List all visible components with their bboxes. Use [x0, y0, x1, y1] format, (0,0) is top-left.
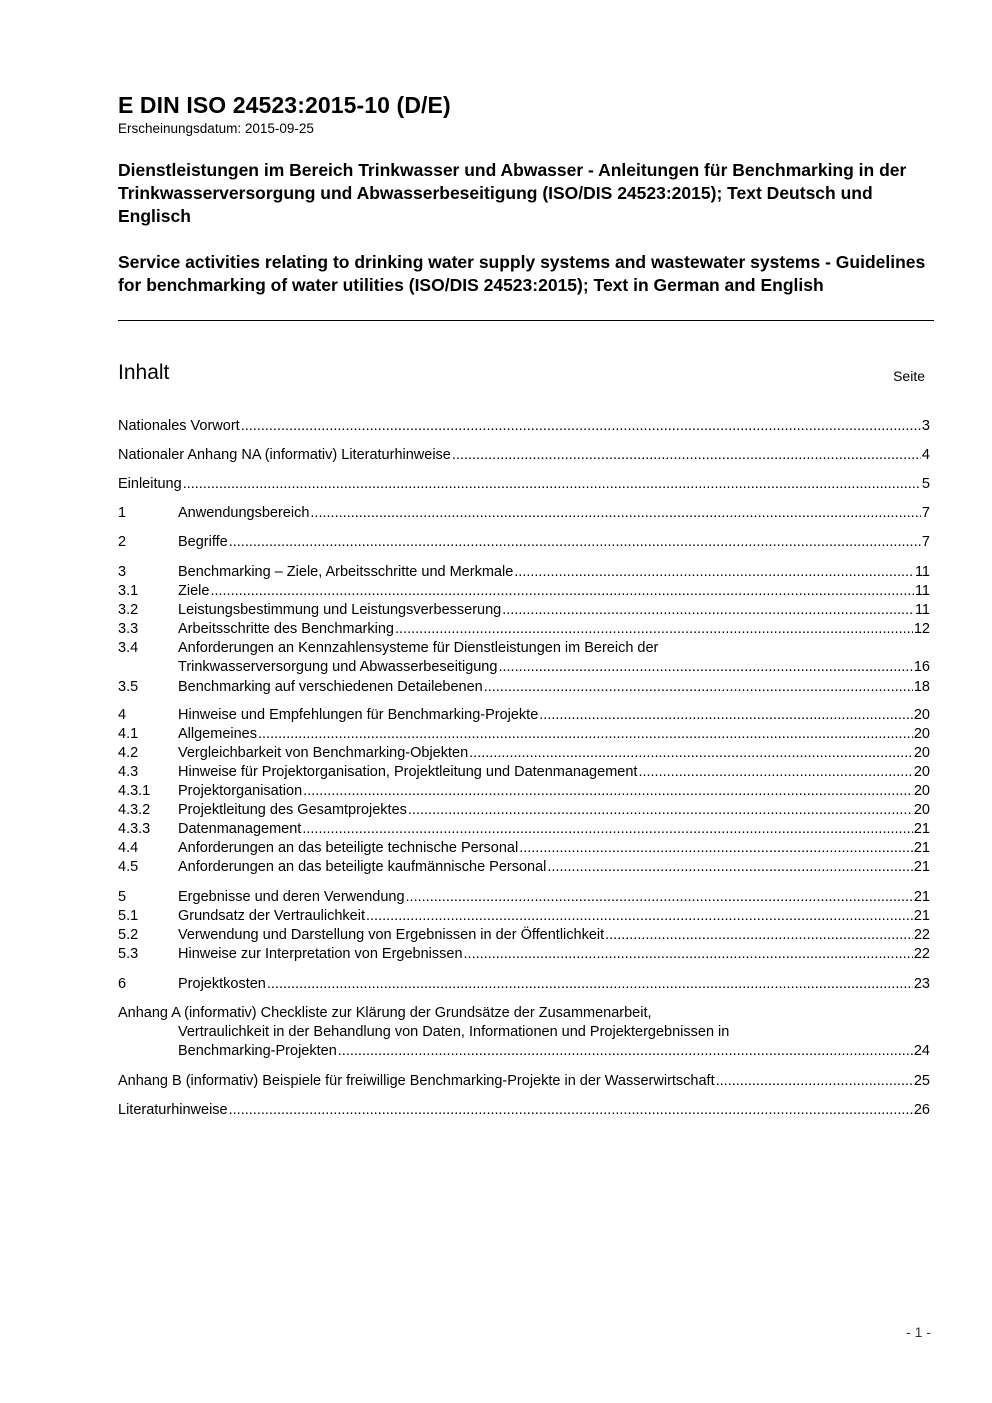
toc-leader-dots: [302, 820, 913, 839]
page-number: - 1 -: [906, 1324, 931, 1340]
toc-leader-dots: [229, 533, 921, 552]
toc-entry-page: 7: [921, 534, 930, 550]
toc-entry-page: 21: [913, 859, 930, 875]
toc-entry-title: Ziele: [178, 583, 210, 599]
toc-leader-dots: [484, 678, 913, 697]
toc-entry-page: 20: [913, 783, 930, 799]
toc-entry-title: Benchmarking-Projekten: [178, 1043, 337, 1060]
toc-entry[interactable]: [118, 639, 930, 677]
toc-entry-number: 3.4: [118, 640, 139, 656]
toc-entry-page: 11: [914, 583, 930, 599]
toc-entry-title: Anforderungen an das beteiligte kaufmännische Personal: [178, 859, 547, 875]
toc-entry-page: 18: [913, 679, 930, 695]
toc-entry-number: 4: [118, 707, 127, 723]
toc-leader-dots: [452, 446, 921, 465]
toc-entry[interactable]: [118, 620, 930, 639]
toc-leader-dots: [395, 620, 913, 639]
toc-entry-title: Vergleichbarkeit von Benchmarking-Objekten: [178, 745, 469, 761]
toc-entry[interactable]: [118, 533, 930, 552]
toc-entry-number: 5.2: [118, 927, 139, 943]
toc-entry[interactable]: [118, 763, 930, 782]
toc-leader-dots: [310, 504, 921, 523]
toc-leader-dots: [469, 744, 913, 763]
toc-entry-page: 26: [913, 1102, 930, 1118]
toc-entry-title: Anforderungen an das beteiligte technische Personal: [178, 840, 519, 856]
toc-entry-page: 20: [913, 802, 930, 818]
toc-entry[interactable]: [118, 678, 930, 697]
toc-leader-dots: [638, 763, 912, 782]
toc-entry[interactable]: [118, 744, 930, 763]
toc-entry[interactable]: [118, 1004, 930, 1062]
toc-entry-title-line: Anhang A (informativ) Checkliste zur Klärung der Grundsätze der Zusammenarbeit,: [118, 1005, 652, 1021]
toc-entry-title: Arbeitsschritte des Benchmarking: [178, 621, 394, 637]
toc-entry-page: 24: [913, 1043, 930, 1060]
toc-entry-page: 25: [913, 1073, 930, 1089]
german-title: Dienstleistungen im Bereich Trinkwasser und Abwasser - Anleitungen für Benchmarking in der Trinkwasserversorgung und Abwasserbeseitigung (ISO/DIS 24523:2015); Text Deutsch und Englisch: [118, 160, 907, 226]
toc-leader-dots: [539, 706, 913, 725]
toc-entry-title-line: Vertraulichkeit in der Behandlung von Daten, Informationen und Projektergebnissen in: [178, 1024, 730, 1041]
toc-entry-number: 4.3.1: [118, 783, 151, 799]
toc-entry-title: Verwendung und Darstellung von Ergebnissen in der Öffentlichkeit: [178, 927, 605, 943]
toc-entry-number: 4.3.2: [118, 802, 151, 818]
toc-entry-page: 23: [913, 976, 930, 992]
toc-leader-dots: [303, 782, 913, 801]
publication-date: Erscheinungsdatum: 2015-09-25: [118, 121, 314, 136]
toc-leader-dots: [514, 563, 914, 582]
toc-leader-dots: [406, 888, 913, 907]
toc-entry[interactable]: [118, 417, 930, 436]
toc-entry-number: 4.5: [118, 859, 139, 875]
toc-entry[interactable]: [118, 888, 930, 907]
toc-entry[interactable]: [118, 926, 930, 945]
toc-entry-title: Datenmanagement: [178, 821, 302, 837]
toc-entry-number: 3.3: [118, 621, 139, 637]
toc-entry[interactable]: [118, 563, 930, 582]
toc-entry-number: 4.3: [118, 764, 139, 780]
toc-entry-title: Ergebnisse und deren Verwendung: [178, 889, 405, 905]
toc-entry-page: 11: [914, 602, 930, 618]
toc-entry-number: 2: [118, 534, 127, 550]
toc-leader-dots: [267, 975, 913, 994]
toc-entry-title: Benchmarking – Ziele, Arbeitsschritte und Merkmale: [178, 564, 514, 580]
toc-entry-title: Nationales Vorwort: [118, 418, 240, 434]
document-id: E DIN ISO 24523:2015-10 (D/E): [118, 92, 451, 118]
toc-leader-dots: [366, 907, 913, 926]
toc-entry-title: Hinweise für Projektorganisation, Projektleitung und Datenmanagement: [178, 764, 638, 780]
toc-leader-dots: [716, 1072, 913, 1091]
toc-entry-number: 4.3.3: [118, 821, 151, 837]
toc-entry-page: 7: [921, 505, 930, 521]
toc-entry-title: Trinkwasserversorgung und Abwasserbeseitigung: [178, 659, 498, 676]
toc-entry-number: 5.1: [118, 908, 139, 924]
toc-entry[interactable]: [118, 446, 930, 465]
toc-entry-title: Projektkosten: [178, 976, 266, 992]
toc-entry[interactable]: [118, 801, 930, 820]
toc-entry-title: Einleitung: [118, 476, 182, 492]
toc-leader-dots: [241, 417, 921, 436]
toc-entry[interactable]: [118, 582, 930, 601]
toc-entry-page: 21: [913, 889, 930, 905]
toc-entry-page: 4: [921, 447, 930, 463]
toc-entry-title-line: Anforderungen an Kennzahlensysteme für Dienstleistungen im Bereich der: [178, 640, 659, 656]
toc-entry-title: Anwendungsbereich: [178, 505, 310, 521]
toc-entry-number: 3.2: [118, 602, 139, 618]
toc-entry-page: 16: [913, 659, 930, 676]
toc-entry-title: Nationaler Anhang NA (informativ) Literaturhinweise: [118, 447, 451, 463]
toc-entry-title: Benchmarking auf verschiedenen Detailebenen: [178, 679, 483, 695]
toc-entry[interactable]: [118, 706, 930, 725]
toc-leader-dots: [605, 926, 913, 945]
toc-leader-dots: [464, 945, 913, 964]
toc-entry-number: 5: [118, 889, 127, 905]
toc-entry[interactable]: [118, 504, 930, 523]
toc-entry-page: 20: [913, 764, 930, 780]
toc-entry[interactable]: [118, 475, 930, 494]
toc-leader-dots: [547, 858, 912, 877]
toc-entry-page: 22: [913, 927, 930, 943]
toc-entry-title: Hinweise zur Interpretation von Ergebnissen: [178, 946, 463, 962]
toc-leader-dots: [183, 475, 921, 494]
toc-entry[interactable]: [118, 601, 930, 620]
toc-leader-dots: [502, 601, 914, 620]
toc-entry-number: 3.5: [118, 679, 139, 695]
toc-entry-title: Leistungsbestimmung und Leistungsverbesserung: [178, 602, 502, 618]
toc-entry[interactable]: [118, 907, 930, 926]
toc-entry-title: Literaturhinweise: [118, 1102, 228, 1118]
toc-entry-number: 6: [118, 976, 127, 992]
toc-entry[interactable]: [118, 782, 930, 801]
toc-entry-page: 12: [913, 621, 930, 637]
toc-entry[interactable]: [118, 820, 930, 839]
toc-entry[interactable]: [118, 1101, 930, 1120]
toc-leader-dots: [498, 658, 912, 677]
toc-entry-title: Grundsatz der Vertraulichkeit: [178, 908, 365, 924]
toc-entry-page: 20: [913, 707, 930, 723]
toc-entry-page: 20: [913, 726, 930, 742]
toc-entry-number: 3.1: [118, 583, 139, 599]
toc-entry-page: 21: [913, 908, 930, 924]
toc-entry-number: 3: [118, 564, 127, 580]
toc-entry[interactable]: [118, 839, 930, 858]
toc-leader-dots: [229, 1101, 913, 1120]
toc-entry-page: 3: [921, 418, 930, 434]
toc-entry[interactable]: [118, 858, 930, 877]
toc-entry-number: 4.4: [118, 840, 139, 856]
toc-leader-dots: [210, 582, 914, 601]
toc-leader-dots: [408, 801, 913, 820]
toc-entry[interactable]: [118, 975, 930, 994]
toc-entry-page: 5: [921, 476, 930, 492]
toc-entry-title: Begriffe: [178, 534, 228, 550]
toc-entry[interactable]: [118, 1072, 930, 1091]
toc-leader-dots: [338, 1042, 913, 1061]
title-divider: [118, 320, 934, 321]
toc-entry-title: Anhang B (informativ) Beispiele für freiwillige Benchmarking-Projekte in der Wasserwirtschaft: [118, 1073, 715, 1089]
toc-leader-dots: [258, 725, 913, 744]
toc-entry-page: 20: [913, 745, 930, 761]
toc-entry-page: 22: [913, 946, 930, 962]
toc-entry-title: Projektleitung des Gesamtprojektes: [178, 802, 407, 818]
toc-entry-number: 4.2: [118, 745, 139, 761]
toc-entry-title: Hinweise und Empfehlungen für Benchmarking-Projekte: [178, 707, 539, 723]
toc-entry-title: Projektorganisation: [178, 783, 303, 799]
toc-entry[interactable]: [118, 725, 930, 744]
toc-entry[interactable]: [118, 945, 930, 964]
document-page: [118, 0, 934, 1403]
toc-entry-number: 5.3: [118, 946, 139, 962]
english-title: Service activities relating to drinking water supply systems and wastewater systems - Guidelines for benchmarking of water utilities (ISO/DIS 24523:2015); Text in German and English: [118, 252, 926, 295]
toc-heading: Inhalt: [118, 361, 170, 384]
toc-page-column-heading: Seite: [893, 368, 925, 384]
toc-leader-dots: [519, 839, 913, 858]
toc-entry-title: Allgemeines: [178, 726, 257, 742]
toc-entry-number: 4.1: [118, 726, 139, 742]
toc-entry-page: 11: [914, 564, 930, 580]
toc-entry-page: 21: [913, 840, 930, 856]
toc-entry-page: 21: [913, 821, 930, 837]
toc-entry-number: 1: [118, 505, 127, 521]
